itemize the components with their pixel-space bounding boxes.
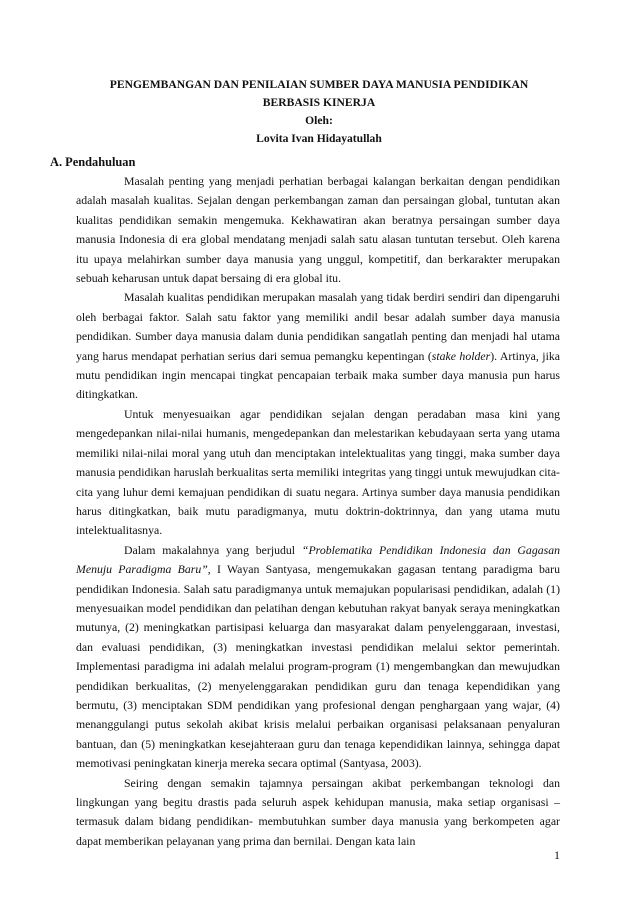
section-heading: A. Pendahuluan [50,155,136,169]
author-name: Lovita Ivan Hidayatullah [256,132,382,145]
title-line-2: BERBASIS KINERJA [262,96,376,109]
body-text [76,172,560,851]
italic-term: stake holder [431,348,491,363]
paragraph-5: Seiring dengan semakin tajamnya persaingan akibat perkembangan teknologi dan lingkungan yang begitu drastis pada seluruh aspek kehidupan manusia, maka setiap organisasi –termasuk dalam bidang pendidikan- membutuhkan sumber daya manusia yang berkompeten agar dapat memberikan pelayanan yang prima dan bernilai. Dengan kata lain [76,775,560,848]
paragraph-2: Masalah kualitas pendidikan merupakan masalah yang tidak berdiri sendiri dan dipengaruhi oleh berbagai faktor. Salah satu faktor yang memiliki andil besar adalah sumber daya manusia pendidikan. Sumber daya manusia dalam dunia pendidikan sangatlah penting dan menjadi hal utama yang harus mendapat perhatian serius dari semua pemangku kepentingan (stake holder). Artinya, jika mutu pendidikan ingin mencapai tingkat pencapaian terbaik maka sumber daya manusia pun harus ditingkatkan. [76,290,560,402]
paragraph-1: Masalah penting yang menjadi perhatian berbagai kalangan berkaitan dengan pendidikan adalah masalah kualitas. Sejalan dengan perkembangan zaman dan persaingan global, tuntutan akan kualitas pendidikan semakin mengemuka. Kekhawatiran akan beratnya persaingan sumber daya manusia Indonesia di era global mendatang menjadi salah satu alasan tuntutan tersebut. Oleh karena itu upaya melahirkan sumber daya manusia yang unggul, kompetitif, dan berkarakter merupakan sebuah keharusan untuk dapat bersaing di era global itu. [76,174,560,286]
page-number: 1 [554,848,560,862]
paragraph-4: Dalam makalahnya yang berjudul “Problematika Pendidikan Indonesia dan Gagasan Menuju Paradigma Baru”, I Wayan Santyasa, mengemukakan gagasan tentang paradigma baru pendidikan Indonesia. Salah satu paradigmanya untuk memajukan popularisasi pendidikan, adalah (1) menyesuaikan model pendidikan dan pelatihan dengan kebutuhan rakyat banyak seraya meningkatkan mutunya, (2) meningkatkan partisipasi keluarga dan masyarakat dalam penyelenggaraan, investasi, dan evaluasi pendidikan, (3) meningkatkan investasi pendidikan melalui sektor pemerintah. Implementasi paradigma ini adalah melalui program-program (1) mengembangkan dan mewujudkan pendidikan berkualitas, (2) menyelenggarakan pendidikan guru dan tenaga kependidikan yang bermutu, (3) menciptakan SDM pendidikan yang profesional dengan penghargaan yang wajar, (4) menanggulangi putus sekolah akibat krisis melalui perbaikan organisasi pelaksanaan penyaluran bantuan, dan (5) meningkatkan kesejahteraan guru dan tenaga kependidikan lainnya, sehingga dapat memotivasi peningkatan kinerja mereka secara optimal (Santyasa, 2003). [76,542,561,771]
author-by-label: Oleh: [305,114,333,127]
italic-title: “Problematika Pendidikan Indonesia dan Gagasan Menuju Paradigma Baru” [76,542,561,577]
paragraph-3: Untuk menyesuaikan agar pendidikan sejalan dengan peradaban masa kini yang mengedepankan nilai-nilai humanis, mengedepankan dan melestarikan kebudayaan serta yang utama memiliki nilai-nilai moral yang utuh dan menciptakan intelektualitas yang tinggi, maka sumber daya manusia pendidikan haruslah berkualitas serta memiliki integritas yang tinggi untuk mewujudkan cita-cita yang luhur demi kemajuan pendidikan di suatu negara. Artinya sumber daya manusia pendidikan harus ditingkatkan, baik mutu paradigmanya, mutu doktrin-doktrinnya, dan yang utama mutu intelektualitasnya. [76,406,560,538]
title-line-1: PENGEMBANGAN DAN PENILAIAN SUMBER DAYA MANUSIA PENDIDIKAN [109,78,529,91]
